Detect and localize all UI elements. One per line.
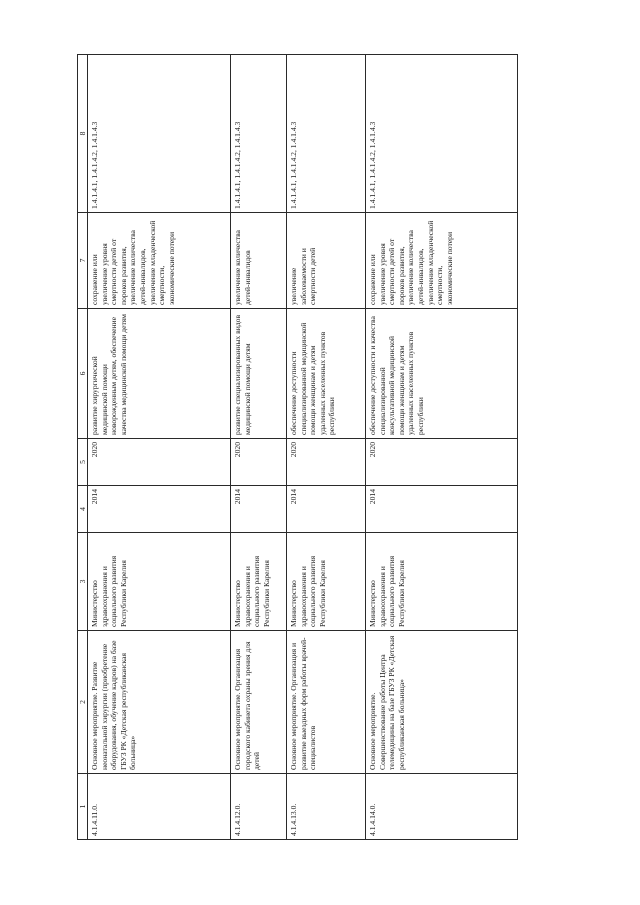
- responsible-executor: Министерство здравоохранения и социального развития Республики Карелия: [287, 533, 366, 631]
- rotated-table-container: [77, 55, 518, 840]
- end-year: 2020: [231, 439, 287, 486]
- indicators: 1.4.1.4.1, 1.4.1.4.2, 1.4.1.4.3: [231, 55, 287, 213]
- column-number: 7: [78, 213, 88, 309]
- table-row: [287, 55, 366, 840]
- indicators: 1.4.1.4.1, 1.4.1.4.2, 1.4.1.4.3: [287, 55, 366, 213]
- responsible-executor: Министерство здравоохранения и социального развития Республики Карелия: [88, 533, 231, 631]
- measure-code: 4.1.4.14.0.: [366, 774, 518, 840]
- consequences: сохранение или увеличение уровня смертности детей от пороков развития, увеличение количества детей-инвалидов, увеличение младенческой смертности, экономические потери: [88, 213, 231, 309]
- measure-description: Основное мероприятие. Развитие неонатальной хирургии (приобретение оборудования, обучение кадров) на базе ГБУЗ РК «Детская республиканская больница»: [88, 631, 231, 774]
- end-year: 2020: [88, 439, 231, 486]
- indicators: 1.4.1.4.1, 1.4.1.4.2, 1.4.1.4.3: [366, 55, 518, 213]
- end-year: 2020: [366, 439, 518, 486]
- table-row: [366, 55, 518, 840]
- measures-table: [77, 54, 518, 840]
- consequences: сохранение или увеличение уровня смертности детей от пороков развития, увеличение количества детей-инвалидов, увеличение младенческой смертности, экономические потери: [366, 213, 518, 309]
- start-year: 2014: [366, 486, 518, 533]
- consequences: увеличение количества детей-инвалидов: [231, 213, 287, 309]
- expected-result: обеспечение доступности специализированной медицинской помощи женщинам и детям удаленных населенных пунктов республики: [287, 309, 366, 439]
- column-number-row: [78, 55, 88, 840]
- responsible-executor: Министерство здравоохранения и социального развития Республики Карелия: [231, 533, 287, 631]
- indicators: 1.4.1.4.1, 1.4.1.4.2, 1.4.1.4.3: [88, 55, 231, 213]
- start-year: 2014: [287, 486, 366, 533]
- measure-description: Основное мероприятие. Организация городского кабинета охраны зрения для детей: [231, 631, 287, 774]
- column-number: 1: [78, 774, 88, 840]
- end-year: 2020: [287, 439, 366, 486]
- expected-result: развитие специализированных видов медицинской помощи детям: [231, 309, 287, 439]
- table-row: [88, 55, 231, 840]
- column-number: 5: [78, 439, 88, 486]
- expected-result: развитие хирургической медицинской помощи новорожденным детям, обеспечение качества медицинской помощи детям: [88, 309, 231, 439]
- column-number: 2: [78, 631, 88, 774]
- measure-code: 4.1.4.11.0.: [88, 774, 231, 840]
- column-number: 4: [78, 486, 88, 533]
- column-number: 8: [78, 55, 88, 213]
- measure-code: 4.1.4.13.0.: [287, 774, 366, 840]
- start-year: 2014: [88, 486, 231, 533]
- measure-description: Основное мероприятие. Организация и развитие выездных форм работы врачей-специалистов: [287, 631, 366, 774]
- measure-code: 4.1.4.12.0.: [231, 774, 287, 840]
- measure-description: Основное мероприятие. Совершенствование работы Центра телемедицины на базе ГБУЗ РК «Детская республиканская больница»: [366, 631, 518, 774]
- expected-result: обеспечение доступности и качества специализированной консультативной медицинской помощи женщинам и детям удаленных населенных пунктов республики: [366, 309, 518, 439]
- start-year: 2014: [231, 486, 287, 533]
- consequences: увеличение заболеваемости и смертности детей: [287, 213, 366, 309]
- responsible-executor: Министерство здравоохранения и социального развития Республики Карелия: [366, 533, 518, 631]
- column-number: 3: [78, 533, 88, 631]
- table-row: [231, 55, 287, 840]
- column-number: 6: [78, 309, 88, 439]
